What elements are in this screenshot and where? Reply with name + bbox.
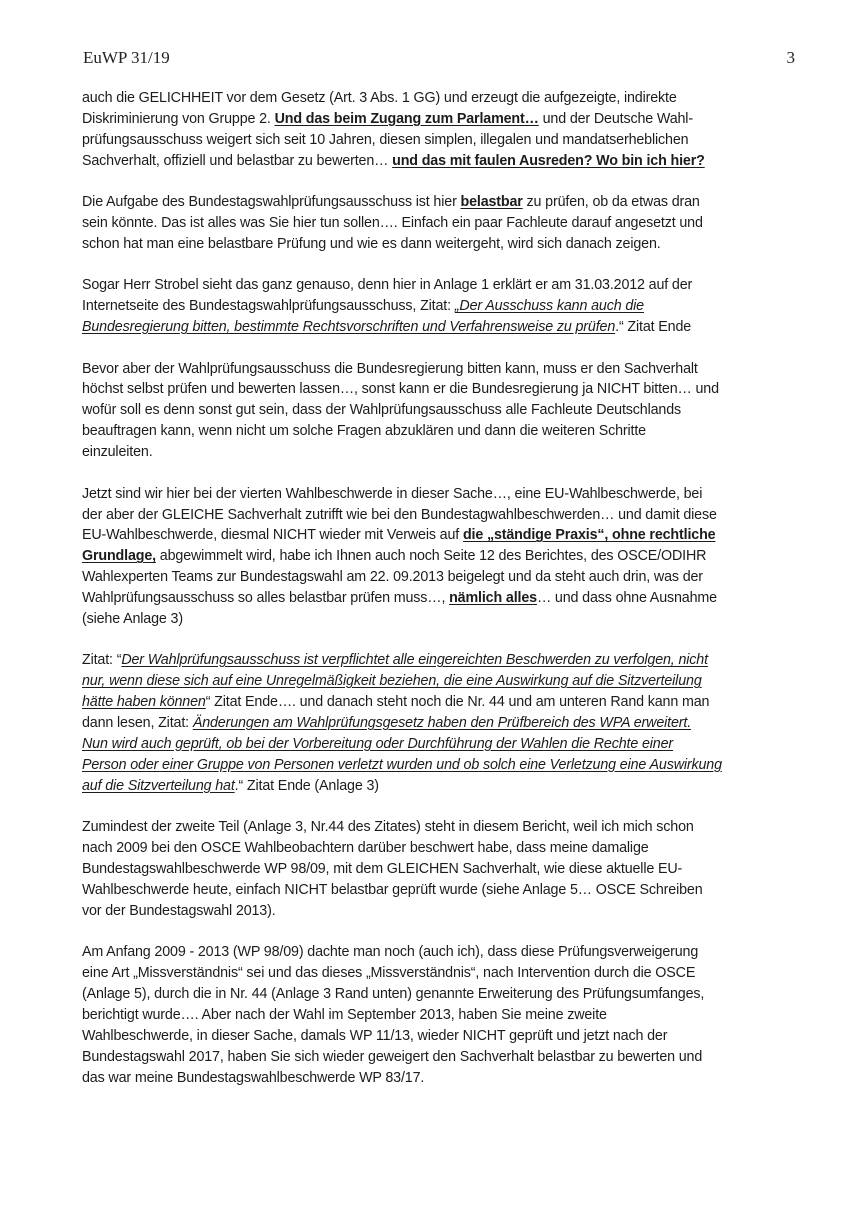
text-line — [82, 400, 802, 421]
text-run: (Anlage 5), durch die in Nr. 44 (Anlage 3 Rand unten) genannte Erweiterung des Prüfungsumfanges, — [82, 986, 705, 1003]
quoted-text: „Der Ausschuss kann auch die — [454, 298, 644, 315]
text-run: .“ Zitat Ende — [615, 319, 692, 336]
text-line — [82, 234, 802, 255]
text-run: Sogar Herr Strobel sieht das ganz genauso, denn hier in Anlage 1 erklärt er am 31.03.2012 auf der — [82, 277, 693, 294]
text-line — [82, 609, 802, 630]
text-run: Wahlexperten Teams zur Bundestagswahl am 22. 09.2013 beigelegt und da steht auch drin, was der — [82, 569, 703, 586]
text-line — [82, 942, 802, 963]
text-run: Wahlbeschwerde heute, einfach NICHT belastbar geprüft wurde (siehe Anlage 5… OSCE Schreiben — [82, 882, 703, 898]
quoted-text: Der Wahlprüfungsausschuss ist verpflichtet alle eingereichten Beschwerden zu verfolgen, nicht — [121, 652, 708, 669]
text-run: Wahlprüfungsausschuss so alles belastbar prüfen muss…, — [82, 590, 450, 607]
page-header — [83, 48, 795, 72]
text-line — [82, 567, 802, 588]
text-run: auch die GELICHHEIT vor dem Gesetz (Art. 3 Abs. 1 GG) und erzeugt die aufgezeigte, indirekte — [82, 90, 677, 106]
emphasized-text: belastbar — [460, 194, 523, 211]
text-line — [82, 109, 802, 130]
text-run: zu prüfen, ob da etwas dran — [522, 194, 700, 211]
quoted-text: hätte haben können — [82, 694, 206, 711]
text-line — [82, 817, 802, 838]
text-line — [82, 525, 802, 546]
text-line — [82, 838, 802, 859]
text-line — [82, 1047, 802, 1068]
text-line — [82, 296, 802, 317]
text-line — [82, 776, 802, 797]
text-run: nach 2009 bei den OSCE Wahlbeobachtern darüber beschwert habe, dass meine damalige — [82, 840, 649, 857]
text-line — [82, 130, 802, 151]
text-line — [82, 755, 802, 776]
text-line — [82, 713, 802, 734]
text-line — [82, 421, 802, 442]
text-run: Die Aufgabe des Bundestagswahlprüfungsausschuss ist hier — [82, 194, 461, 211]
text-line — [82, 1068, 802, 1089]
paragraph-2 — [82, 192, 802, 255]
text-run: wofür soll es denn sonst gut sein, dass der Wahlprüfungsausschuss alle Fachleute Deutschlands — [82, 402, 682, 419]
text-run: prüfungsausschuss weigert sich seit 10 Jahren, diesen simplen, illegalen und mandatserheblichen — [82, 131, 689, 148]
text-run: vor der Bundestagswahl 2013). — [82, 902, 276, 919]
text-line — [82, 275, 802, 296]
text-line — [82, 88, 802, 109]
text-line — [82, 588, 802, 609]
text-run: Wahlbeschwerde, in dieser Sache, damals WP 11/13, wieder NICHT geprüft und jetzt nach der — [82, 1027, 668, 1044]
emphasized-text: nämlich alles — [449, 590, 537, 607]
text-line — [82, 151, 802, 172]
text-line — [82, 1026, 802, 1047]
text-line — [82, 379, 802, 400]
text-run: und der Deutsche Wahl- — [538, 110, 693, 127]
text-run: abgewimmelt wird, habe ich Ihnen auch noch Seite 12 des Berichtes, des OSCE/ODIHR — [155, 548, 707, 565]
emphasized-text: und das mit faulen Ausreden? Wo bin ich hier? — [392, 152, 705, 169]
text-run: Diskriminierung von Gruppe 2. — [82, 110, 275, 127]
paragraph-1 — [82, 88, 802, 172]
emphasized-text: die „ständige Praxis“, ohne rechtliche — [462, 527, 716, 544]
text-run: eine Art „Missverständnis“ sei und das dieses „Missverständnis“, nach Intervention durch die OSCE — [82, 965, 696, 982]
text-line — [82, 734, 802, 755]
text-run: EU-Wahlbeschwerde, diesmal NICHT wieder mit Verweis auf — [82, 527, 463, 544]
text-run: Am Anfang 2009 - 2013 (WP 98/09) dachte man noch (auch ich), dass diese Prüfungsverweigerung — [82, 944, 699, 961]
text-line — [82, 484, 802, 505]
text-run: Bundestagswahlbeschwerde WP 98/09, mit dem GLEICHEN Sachverhalt, wie diese aktuelle EU- — [82, 861, 683, 878]
text-line — [82, 192, 802, 213]
paragraph-5 — [82, 484, 802, 630]
paragraph-8 — [82, 942, 802, 1088]
text-run: schon hat man eine belastbare Prüfung und wie es dann weitergeht, wird sich danach zeigen. — [82, 235, 661, 252]
text-run: höchst selbst prüfen und bewerten lassen…, sonst kann er die Bundesregierung ja NICHT bitten… und — [82, 381, 719, 398]
text-run: Jetzt sind wir hier bei der vierten Wahlbeschwerde in dieser Sache…, eine EU-Wahlbeschwerde, bei — [82, 485, 703, 502]
text-run: sein könnte. Das ist alles was Sie hier tun sollen…. Einfach ein paar Fachleute darauf angesetzt und — [82, 215, 703, 232]
document-body — [82, 88, 802, 1109]
text-line — [82, 859, 802, 880]
text-line — [82, 692, 802, 713]
text-line — [82, 359, 802, 380]
text-line — [82, 880, 802, 901]
paragraph-7 — [82, 817, 802, 922]
text-run: Bundestagswahl 2017, haben Sie sich wieder geweigert den Sachverhalt belastbar zu bewerten und — [82, 1048, 703, 1065]
paragraph-6 — [82, 650, 802, 796]
document-reference: EuWP 31/19 — [83, 48, 170, 67]
paragraph-4 — [82, 359, 802, 464]
quoted-text: Nun wird auch geprüft, ob bei der Vorbereitung oder Durchführung der Wahlen die Rechte einer — [82, 736, 674, 753]
quoted-text: Bundesregierung bitten, bestimmte Rechtsvorschriften und Verfahrensweise zu prüfen — [82, 319, 616, 336]
text-run: … und dass ohne Ausnahme — [536, 590, 717, 607]
quoted-text: Person oder einer Gruppe von Personen verletzt wurden und ob solch eine Verletzung eine Auswirkung — [82, 756, 722, 773]
text-line — [82, 546, 802, 567]
text-run: .“ Zitat Ende (Anlage 3) — [234, 777, 379, 794]
text-run: berichtigt wurde…. Aber nach der Wahl im September 2013, haben Sie meine zweite — [82, 1007, 607, 1024]
page-number: 3 — [786, 48, 795, 67]
text-line — [82, 213, 802, 234]
quoted-text: auf die Sitzverteilung hat — [82, 777, 235, 794]
emphasized-text: Und das beim Zugang zum Parlament… — [274, 110, 539, 127]
text-run: einzuleiten. — [82, 444, 153, 461]
text-run: (siehe Anlage 3) — [82, 611, 183, 628]
text-run: Zumindest der zweite Teil (Anlage 3, Nr.44 des Zitates) steht in diesem Bericht, weil ich mich schon — [82, 819, 694, 836]
text-line — [82, 317, 802, 338]
text-run: Bevor aber der Wahlprüfungsausschuss die Bundesregierung bitten kann, muss er den Sachverhalt — [82, 360, 698, 377]
text-line — [82, 984, 802, 1005]
emphasized-text: Grundlage, — [82, 548, 156, 565]
text-line — [82, 671, 802, 692]
text-line — [82, 650, 802, 671]
quoted-text: nur, wenn diese sich auf eine Unregelmäßigkeit beziehen, die eine Auswirkung auf die Sitzverteilung — [82, 673, 702, 690]
text-line — [82, 1005, 802, 1026]
text-line — [82, 963, 802, 984]
text-run: Sachverhalt, offiziell und belastbar zu bewerten… — [82, 152, 393, 169]
text-run: beauftragen kann, wenn nicht um solche Fragen abzuklären und dann die weiteren Schritte — [82, 423, 646, 440]
text-run: “ Zitat Ende…. und danach steht noch die Nr. 44 und am unteren Rand kann man — [205, 694, 710, 711]
quoted-text: Änderungen am Wahlprüfungsgesetz haben den Prüfbereich des WPA erweitert. — [192, 715, 692, 732]
text-run: Internetseite des Bundestagswahlprüfungsausschuss, Zitat: — [82, 298, 455, 315]
text-run: der aber der GLEICHE Sachverhalt zutrifft wie bei den Bundestagwahlbeschwerden… und damit diese — [82, 506, 717, 523]
text-run: Zitat: “ — [82, 652, 122, 669]
text-run: dann lesen, Zitat: — [82, 715, 193, 732]
text-line — [82, 442, 802, 463]
paragraph-3 — [82, 275, 802, 338]
text-line — [82, 901, 802, 922]
text-line — [82, 505, 802, 526]
text-run: das war meine Bundestagswahlbeschwerde WP 83/17. — [82, 1069, 425, 1086]
